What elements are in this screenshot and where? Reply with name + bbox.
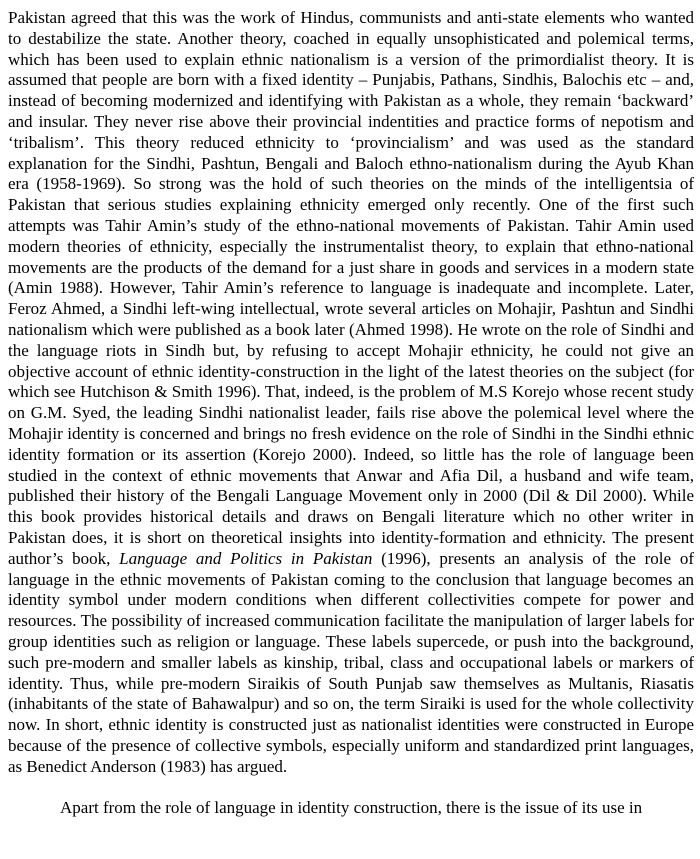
paragraph-text-continued: (1996), presents an analysis of the role of language in the ethnic movements of Pakistan coming to the conclusion that language becomes an identity symbol under modern conditions when different collectivities compete for power and resources. The possibility of increased communication facilitate the manipulation of larger labels for group identities such as religion or language. These labels supercede, or push into the background, such pre-modern and smaller labels as kinship, tribal, class and occupational labels or markers of identity. Thus, while pre-modern Siraikis of South Punjab saw themselves as Multanis, Riasatis (inhabitants of the state of Bahawalpur) and so on, the term Siraiki is used for the whole collectivity now. In short, ethnic identity is constructed just as nationalist identities were constructed in Europe because of the presence of collective symbols, especially uniform and standardized print languages, as Benedict Anderson (1983) has argued. [8,548,694,776]
paragraph-text: Pakistan agreed that this was the work of Hindus, communists and anti-state elements who wanted to destabilize the state. Another theory, coached in equally unsophisticated and polemical terms, which has been used to explain ethnic nationalism is a version of the primordialist theory. It is assumed that people are born with a fixed identity – Punjabis, Pathans, Sindhis, Balochis etc – and, instead of becoming modernized and identifying with Pakistan as a whole, they remain ‘backward’ and insular. They never rise above their provincial indentities and practice forms of nepotism and ‘tribalism’. This theory reduced ethnicity to ‘provincialism’ and was used as the standard explanation for the Sindhi, Pashtun, Bengali and Baloch ethno-nationalism during the Ayub Khan era (1958-1969). So strong was the hold of such theories on the minds of the intelligentsia of Pakistan that serious studies explaining ethnicity emerged only recently. One of the first such attempts was Tahir Amin’s study of the ethno-national movements of Pakistan. Tahir Amin used modern theories of ethnicity, especially the instrumentalist theory, to explain that ethno-national movements are the products of the demand for a just share in goods and services in a modern state (Amin 1988). However, Tahir Amin’s reference to language is inadequate and incomplete. Later, Feroz Ahmed, a Sindhi left-wing intellectual, wrote several articles on Mohajir, Pashtun and Sindhi nationalism which were published as a book later (Ahmed 1998). He wrote on the role of Sindhi and the language riots in Sindh but, by refusing to accept Mohajir ethnicity, he could not give an objective account of ethnic identity-construction in the light of the latest theories on the subject (for which see Hutchison & Smith 1996). That, indeed, is the problem of M.S Korejo whose recent study on G.M. Syed, the leading Sindhi nationalist leader, fails rise above the polemical level where the Mohajir identity is concerned and brings no fresh evidence on the role of Sindhi in the Sindhi ethnic identity formation or its assertion (Korejo 2000). Indeed, so little has the role of language been studied in the context of ethnic movements that Anwar and Afia Dil, a husband and wife team, published their history of the Bengali Language Movement only in 2000 (Dil & Dil 2000). While this book provides historical details and draws on Bengali literature which no other writer in Pakistan does, it is short on theoretical insights into identity-formation and ethnicity. The present author’s book, [8,8,694,568]
document-page [8,8,694,819]
body-paragraph [8,8,694,777]
body-paragraph-next: Apart from the role of language in identity construction, there is the issue of its use in [60,798,643,818]
book-title: Language and Politics in Pakistan [119,548,373,568]
